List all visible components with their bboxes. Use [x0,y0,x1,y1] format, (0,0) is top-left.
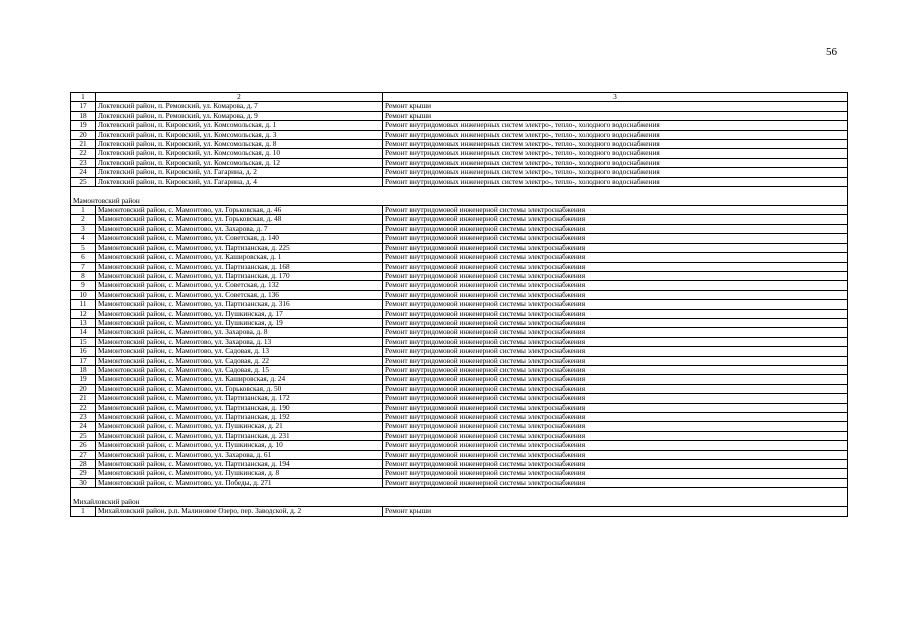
row-address: Мамонтовский район, с. Мамонтово, ул. Захарова, д. 7 [96,224,383,233]
row-work-type: Ремонт внутридомовой инженерной системы электроснабжения [383,469,848,478]
row-number: 15 [71,337,96,346]
row-work-type: Ремонт внутридомовой инженерной системы электроснабжения [383,375,848,384]
row-number: 22 [71,149,96,158]
row-number: 4 [71,234,96,243]
row-number: 18 [71,111,96,120]
table-row [71,413,848,422]
row-work-type: Ремонт внутридомовой инженерной системы электроснабжения [383,422,848,431]
row-address: Мамонтовский район, с. Мамонтово, ул. Партизанская, д. 190 [96,403,383,412]
table-row [71,206,848,215]
row-work-type: Ремонт внутридомовой инженерной системы электроснабжения [383,337,848,346]
row-address: Мамонтовский район, с. Мамонтово, ул. Пушкинская, д. 21 [96,422,383,431]
table-row [71,450,848,459]
section-title: Мамонтовский район [71,187,848,206]
row-work-type: Ремонт внутридомовой инженерной системы электроснабжения [383,206,848,215]
row-work-type: Ремонт внутридомовой инженерной системы электроснабжения [383,309,848,318]
row-number: 13 [71,318,96,327]
row-address: Михайловский район, р.п. Малиновое Озеро, пер. Заводской, д. 2 [96,507,383,516]
table-row [71,365,848,374]
table-row [71,290,848,299]
row-address: Локтевский район, п. Кировский, ул. Комсомольская, д. 3 [96,130,383,139]
row-work-type: Ремонт внутридомовой инженерной системы электроснабжения [383,243,848,252]
table-header-row [71,93,848,102]
row-number: 23 [71,413,96,422]
row-number: 17 [71,356,96,365]
table-row [71,168,848,177]
row-number: 24 [71,168,96,177]
row-address: Мамонтовский район, с. Мамонтово, ул. Советская, д. 136 [96,290,383,299]
row-address: Мамонтовский район, с. Мамонтово, ул. Партизанская, д. 172 [96,394,383,403]
row-address: Локтевский район, п. Кировский, ул. Комсомольская, д. 10 [96,149,383,158]
row-number: 9 [71,281,96,290]
row-number: 16 [71,347,96,356]
row-address: Мамонтовский район, с. Мамонтово, ул. Пушкинская, д. 10 [96,441,383,450]
table-row [71,234,848,243]
row-address: Мамонтовский район, с. Мамонтово, ул. Кашировская, д. 1 [96,253,383,262]
row-work-type: Ремонт внутридомовой инженерной системы электроснабжения [383,347,848,356]
row-number: 12 [71,309,96,318]
row-number: 14 [71,328,96,337]
table-row [71,271,848,280]
row-address: Мамонтовский район, с. Мамонтово, ул. Советская, д. 140 [96,234,383,243]
row-work-type: Ремонт внутридомовой инженерной системы электроснабжения [383,431,848,440]
row-work-type: Ремонт крыши [383,111,848,120]
table-row [71,309,848,318]
row-number: 1 [71,507,96,516]
header-col-1: 1 [71,93,96,102]
table-row [71,507,848,516]
header-col-2: 2 [96,93,383,102]
row-work-type: Ремонт внутридомовых инженерных систем электро-, тепло-, холодного водоснабжения [383,177,848,186]
table-row [71,243,848,252]
row-work-type: Ремонт внутридомовой инженерной системы электроснабжения [383,441,848,450]
table-row [71,140,848,149]
row-number: 29 [71,469,96,478]
row-work-type: Ремонт внутридомовой инженерной системы электроснабжения [383,224,848,233]
row-number: 28 [71,460,96,469]
row-work-type: Ремонт внутридомовой инженерной системы электроснабжения [383,262,848,271]
table-row [71,102,848,111]
row-work-type: Ремонт внутридомовой инженерной системы электроснабжения [383,403,848,412]
table-row [71,422,848,431]
row-address: Локтевский район, п. Кировский, ул. Комсомольская, д. 1 [96,121,383,130]
table-row [71,224,848,233]
row-work-type: Ремонт внутридомовой инженерной системы электроснабжения [383,253,848,262]
row-address: Мамонтовский район, с. Мамонтово, ул. Пушкинская, д. 8 [96,469,383,478]
row-number: 3 [71,224,96,233]
row-address: Мамонтовский район, с. Мамонтово, ул. Партизанская, д. 168 [96,262,383,271]
row-work-type: Ремонт внутридомовой инженерной системы электроснабжения [383,234,848,243]
row-address: Мамонтовский район, с. Мамонтово, ул. Партизанская, д. 231 [96,431,383,440]
row-address: Мамонтовский район, с. Мамонтово, ул. Горьковская, д. 50 [96,384,383,393]
table-row [71,177,848,186]
row-number: 6 [71,253,96,262]
row-work-type: Ремонт внутридомовой инженерной системы электроснабжения [383,281,848,290]
table-row [71,328,848,337]
row-work-type: Ремонт крыши [383,507,848,516]
row-address: Мамонтовский район, с. Мамонтово, ул. Садовая, д. 13 [96,347,383,356]
row-number: 1 [71,206,96,215]
table-row [71,158,848,167]
row-work-type: Ремонт внутридомовой инженерной системы электроснабжения [383,478,848,487]
row-work-type: Ремонт внутридомовой инженерной системы электроснабжения [383,215,848,224]
row-work-type: Ремонт внутридомовой инженерной системы электроснабжения [383,271,848,280]
row-address: Мамонтовский район, с. Мамонтово, ул. Захарова, д. 8 [96,328,383,337]
row-address: Локтевский район, п. Ремовский, ул. Комарова, д. 7 [96,102,383,111]
row-address: Мамонтовский район, с. Мамонтово, ул. Кашировская, д. 24 [96,375,383,384]
row-address: Локтевский район, п. Кировский, ул. Комсомольская, д. 12 [96,158,383,167]
row-number: 19 [71,121,96,130]
row-number: 7 [71,262,96,271]
row-work-type: Ремонт внутридомовой инженерной системы электроснабжения [383,356,848,365]
row-number: 20 [71,130,96,139]
row-work-type: Ремонт внутридомовой инженерной системы электроснабжения [383,450,848,459]
table-row [71,394,848,403]
repair-table-body [71,93,848,517]
table-row [71,460,848,469]
table-row [71,431,848,440]
row-address: Мамонтовский район, с. Мамонтово, ул. Захарова, д. 61 [96,450,383,459]
table-row [71,469,848,478]
table-row [71,375,848,384]
row-work-type: Ремонт внутридомовых инженерных систем электро-, тепло-, холодного водоснабжения [383,140,848,149]
row-work-type: Ремонт внутридомовой инженерной системы электроснабжения [383,328,848,337]
row-work-type: Ремонт внутридомовой инженерной системы электроснабжения [383,290,848,299]
row-number: 25 [71,431,96,440]
row-address: Мамонтовский район, с. Мамонтово, ул. Горьковская, д. 46 [96,206,383,215]
table-row [71,403,848,412]
row-number: 18 [71,365,96,374]
row-number: 22 [71,403,96,412]
table-row [71,356,848,365]
table-row [71,121,848,130]
row-work-type: Ремонт внутридомовой инженерной системы электроснабжения [383,318,848,327]
table-row [71,111,848,120]
row-address: Мамонтовский район, с. Мамонтово, ул. Победы, д. 271 [96,478,383,487]
row-work-type: Ремонт внутридомовых инженерных систем электро-, тепло-, холодного водоснабжения [383,158,848,167]
table-row [71,384,848,393]
table-row [71,337,848,346]
row-address: Локтевский район, п. Кировский, ул. Комсомольская, д. 8 [96,140,383,149]
row-number: 26 [71,441,96,450]
row-work-type: Ремонт внутридомовой инженерной системы электроснабжения [383,300,848,309]
row-number: 30 [71,478,96,487]
row-address: Локтевский район, п. Ремовский, ул. Комарова, д. 9 [96,111,383,120]
row-address: Мамонтовский район, с. Мамонтово, ул. Партизанская, д. 316 [96,300,383,309]
row-address: Мамонтовский район, с. Мамонтово, ул. Партизанская, д. 170 [96,271,383,280]
row-address: Мамонтовский район, с. Мамонтово, ул. Советская, д. 132 [96,281,383,290]
table-row [71,318,848,327]
row-address: Мамонтовский район, с. Мамонтово, ул. Захарова, д. 13 [96,337,383,346]
row-number: 11 [71,300,96,309]
row-address: Локтевский район, п. Кировский, ул. Гагарина, д. 2 [96,168,383,177]
row-number: 19 [71,375,96,384]
table-row [71,253,848,262]
table-row [71,215,848,224]
row-work-type: Ремонт внутридомовых инженерных систем электро-, тепло-, холодного водоснабжения [383,168,848,177]
row-address: Мамонтовский район, с. Мамонтово, ул. Садовая, д. 22 [96,356,383,365]
row-number: 10 [71,290,96,299]
row-address: Локтевский район, п. Кировский, ул. Гагарина, д. 4 [96,177,383,186]
table-row [71,478,848,487]
row-work-type: Ремонт внутридомовой инженерной системы электроснабжения [383,460,848,469]
row-number: 8 [71,271,96,280]
row-work-type: Ремонт внутридомовой инженерной системы электроснабжения [383,413,848,422]
row-number: 24 [71,422,96,431]
repair-table [70,92,848,517]
table-row [71,149,848,158]
row-address: Мамонтовский район, с. Мамонтово, ул. Пушкинская, д. 19 [96,318,383,327]
row-number: 20 [71,384,96,393]
row-number: 25 [71,177,96,186]
page-number: 56 [826,46,837,58]
header-col-3: 3 [383,93,848,102]
row-number: 21 [71,140,96,149]
table-row [71,281,848,290]
row-address: Мамонтовский район, с. Мамонтово, ул. Садовая, д. 15 [96,365,383,374]
row-work-type: Ремонт внутридомовой инженерной системы электроснабжения [383,384,848,393]
row-address: Мамонтовский район, с. Мамонтово, ул. Партизанская, д. 225 [96,243,383,252]
row-work-type: Ремонт внутридомовой инженерной системы электроснабжения [383,394,848,403]
row-address: Мамонтовский район, с. Мамонтово, ул. Партизанская, д. 192 [96,413,383,422]
row-address: Мамонтовский район, с. Мамонтово, ул. Горьковская, д. 48 [96,215,383,224]
table-row [71,441,848,450]
row-number: 27 [71,450,96,459]
row-work-type: Ремонт внутридомовых инженерных систем электро-, тепло-, холодного водоснабжения [383,130,848,139]
row-number: 23 [71,158,96,167]
row-address: Мамонтовский район, с. Мамонтово, ул. Пушкинская, д. 17 [96,309,383,318]
table-row [71,130,848,139]
row-work-type: Ремонт внутридомовой инженерной системы электроснабжения [383,365,848,374]
table-row [71,262,848,271]
row-number: 2 [71,215,96,224]
row-number: 21 [71,394,96,403]
row-work-type: Ремонт внутридомовых инженерных систем электро-, тепло-, холодного водоснабжения [383,121,848,130]
table-row [71,300,848,309]
row-number: 5 [71,243,96,252]
section-title: Михайловский район [71,488,848,507]
section-row [71,488,848,507]
section-row [71,187,848,206]
table-row [71,347,848,356]
row-address: Мамонтовский район, с. Мамонтово, ул. Партизанская, д. 194 [96,460,383,469]
row-number: 17 [71,102,96,111]
row-work-type: Ремонт внутридомовых инженерных систем электро-, тепло-, холодного водоснабжения [383,149,848,158]
row-work-type: Ремонт крыши [383,102,848,111]
